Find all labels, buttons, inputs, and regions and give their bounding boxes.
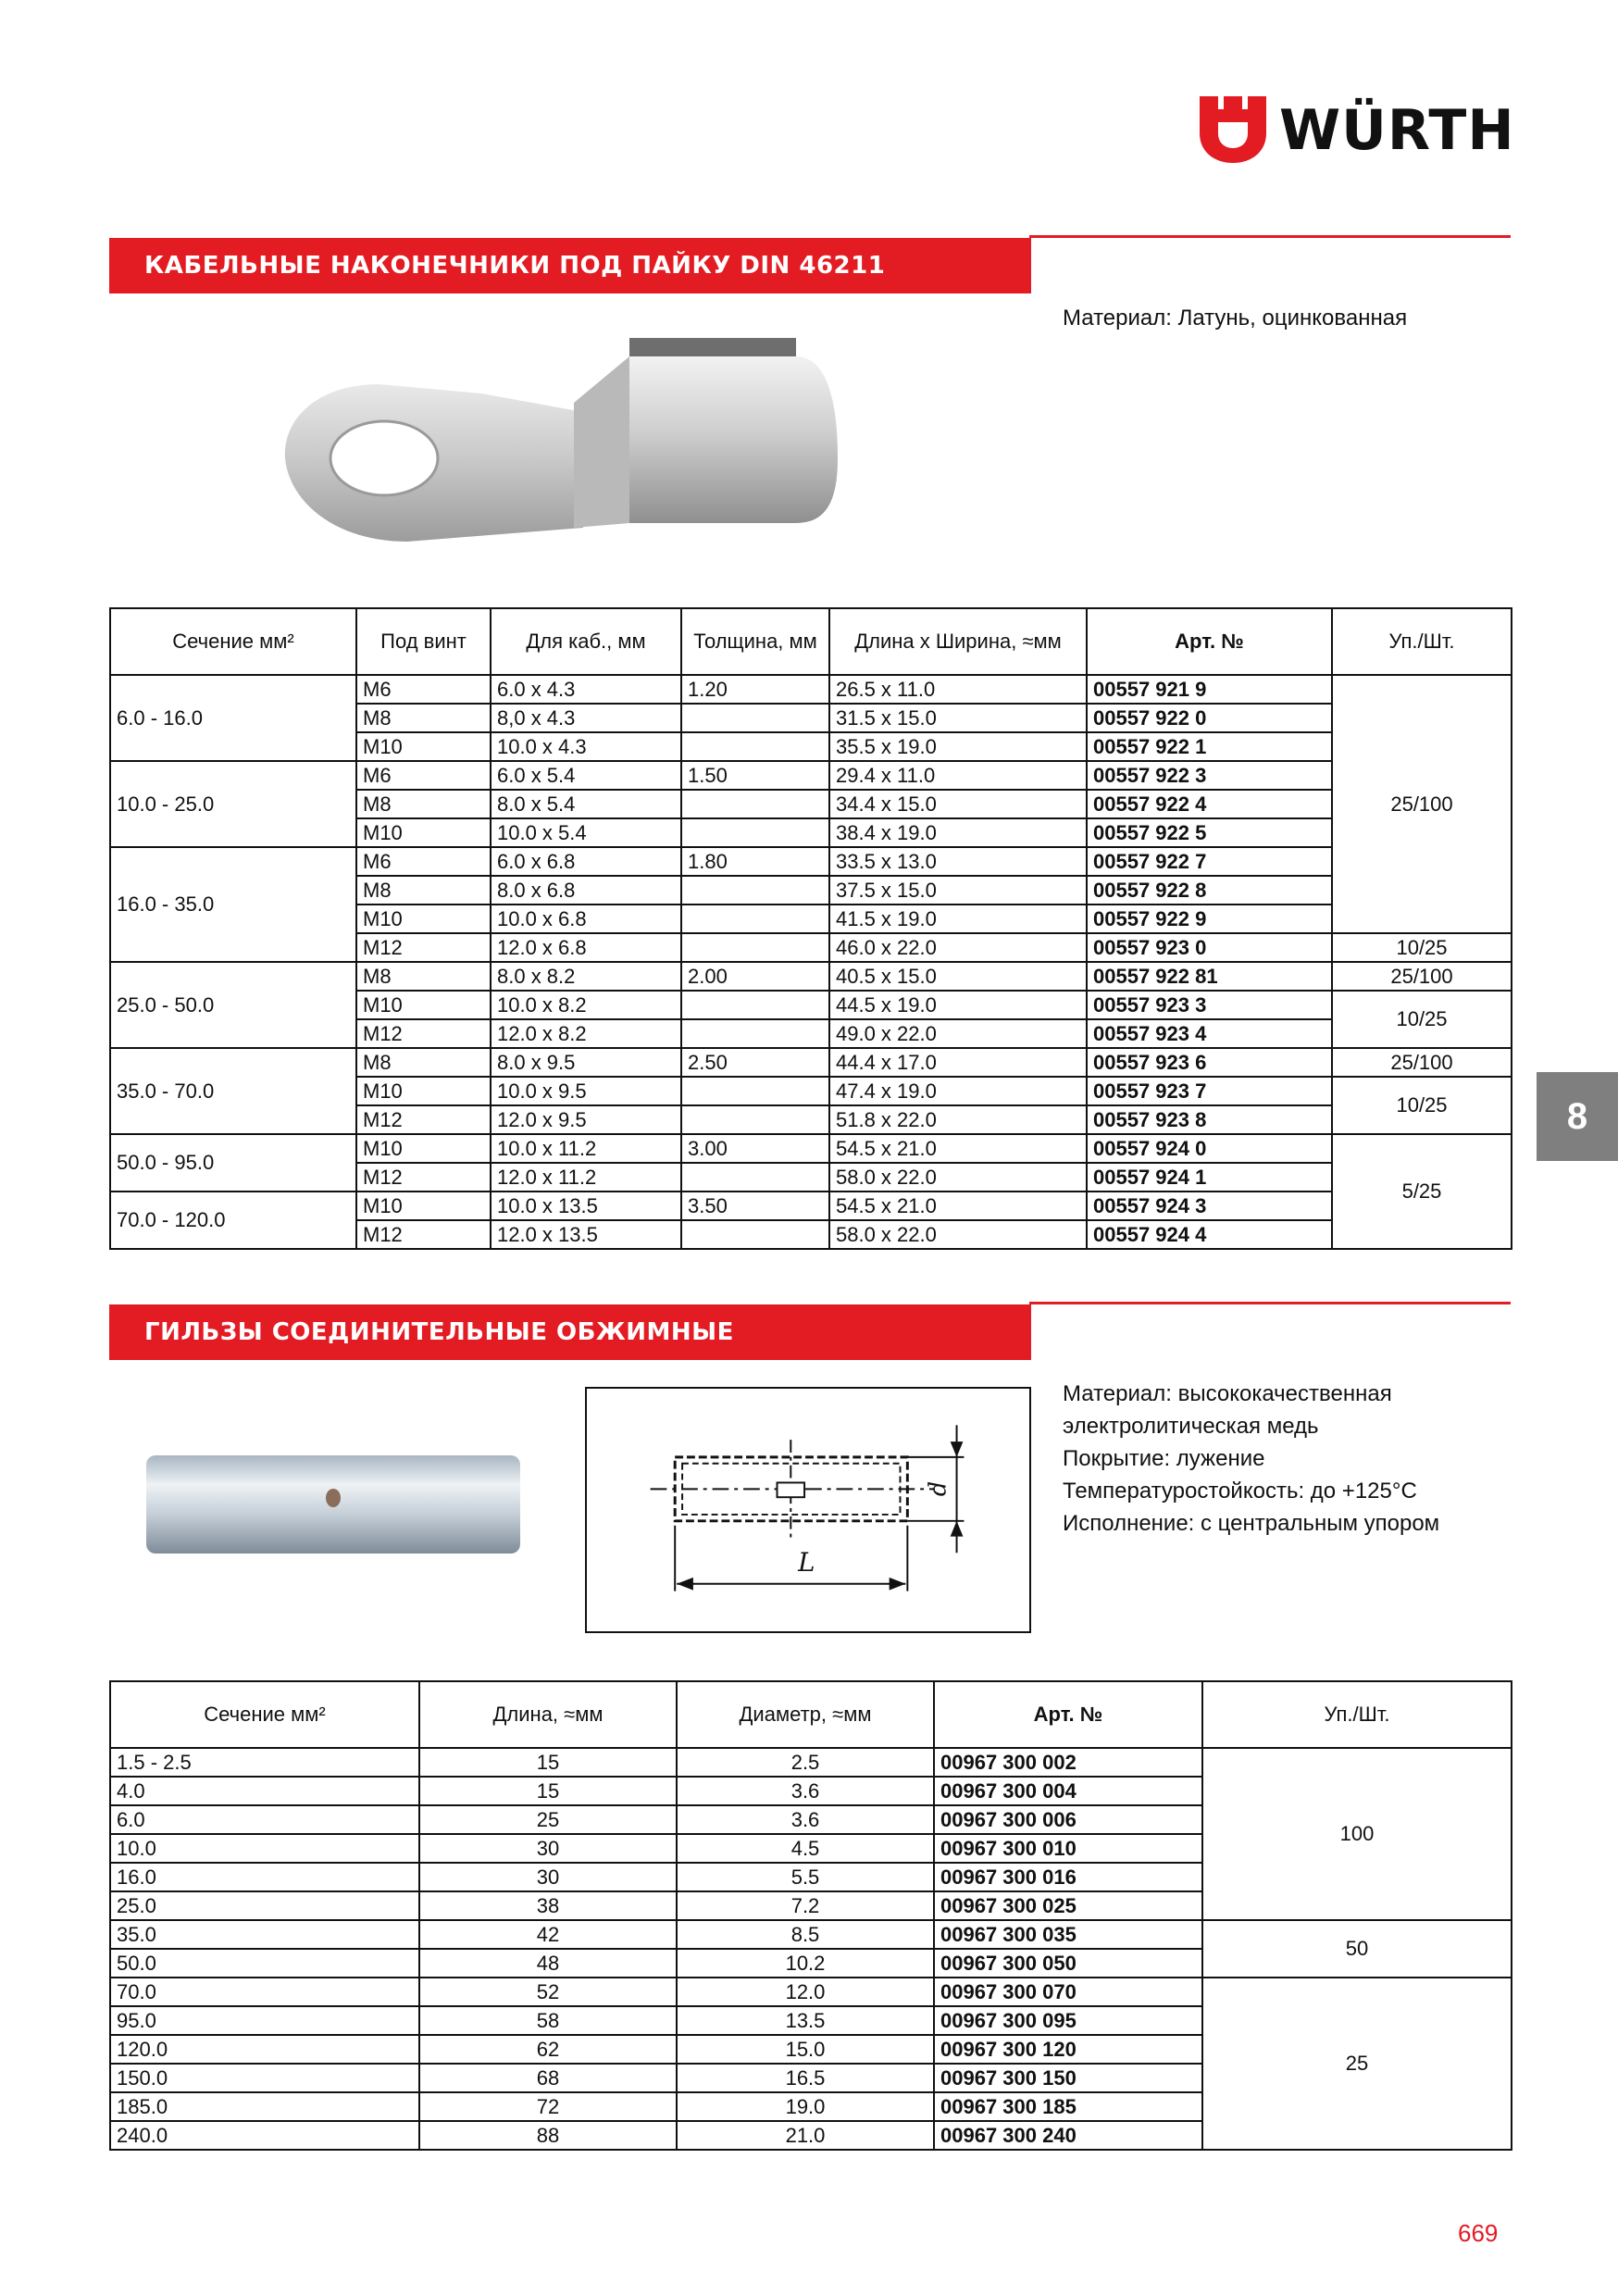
col-header-cable: Для каб., мм	[491, 608, 681, 675]
cable-cell: 12.0 x 8.2	[491, 1019, 681, 1048]
length-width-cell: 46.0 x 22.0	[829, 933, 1087, 962]
art-cell: 00967 300 240	[934, 2121, 1202, 2150]
screw-cell: M6	[356, 761, 491, 790]
art-cell: 00557 923 0	[1087, 933, 1332, 962]
screw-cell: M8	[356, 876, 491, 905]
thickness-cell: 3.50	[681, 1192, 829, 1220]
length-cell: 15	[419, 1748, 677, 1777]
thickness-cell	[681, 704, 829, 732]
screw-cell: M8	[356, 704, 491, 732]
diameter-cell: 12.0	[677, 1978, 934, 2006]
art-cell: 00967 300 010	[934, 1834, 1202, 1863]
section-cell: 1.5 - 2.5	[110, 1748, 419, 1777]
screw-cell: M10	[356, 818, 491, 847]
cable-cell: 8.0 x 5.4	[491, 790, 681, 818]
length-width-cell: 49.0 x 22.0	[829, 1019, 1087, 1048]
diameter-cell: 5.5	[677, 1863, 934, 1891]
section-cell: 150.0	[110, 2064, 419, 2092]
length-width-cell: 29.4 x 11.0	[829, 761, 1087, 790]
length-cell: 30	[419, 1834, 677, 1863]
col-header-length-width: Длина х Ширина, ≈мм	[829, 608, 1087, 675]
thickness-cell	[681, 1163, 829, 1192]
cable-cell: 12.0 x 11.2	[491, 1163, 681, 1192]
length-cell: 58	[419, 2006, 677, 2035]
section-cell: 6.0	[110, 1805, 419, 1834]
diameter-cell: 19.0	[677, 2092, 934, 2121]
cable-cell: 10.0 x 11.2	[491, 1134, 681, 1163]
art-cell: 00557 922 1	[1087, 732, 1332, 761]
wurth-logo	[1200, 96, 1515, 170]
cable-cell: 6.0 x 4.3	[491, 675, 681, 704]
pack-cell: 100	[1202, 1748, 1512, 1920]
diameter-cell: 15.0	[677, 2035, 934, 2064]
screw-cell: M10	[356, 1192, 491, 1220]
drawing-label-diameter: d	[924, 1480, 952, 1497]
cable-cell: 6.0 x 6.8	[491, 847, 681, 876]
material-line: Температуростойкость: до +125°C	[1063, 1479, 1417, 1504]
length-cell: 48	[419, 1949, 677, 1978]
diameter-cell: 13.5	[677, 2006, 934, 2035]
length-cell: 88	[419, 2121, 677, 2150]
length-width-cell: 51.8 x 22.0	[829, 1105, 1087, 1134]
material-line: Покрытие: лужение	[1063, 1446, 1265, 1471]
thickness-cell	[681, 1105, 829, 1134]
length-cell: 25	[419, 1805, 677, 1834]
thickness-cell	[681, 876, 829, 905]
art-cell: 00557 924 1	[1087, 1163, 1332, 1192]
screw-cell: M12	[356, 933, 491, 962]
screw-cell: M6	[356, 675, 491, 704]
screw-cell: M10	[356, 1077, 491, 1105]
cable-cell: 12.0 x 9.5	[491, 1105, 681, 1134]
screw-cell: M10	[356, 991, 491, 1019]
art-cell: 00557 923 7	[1087, 1077, 1332, 1105]
pack-cell: 25/100	[1332, 1048, 1512, 1077]
cable-cell: 10.0 x 9.5	[491, 1077, 681, 1105]
length-cell: 72	[419, 2092, 677, 2121]
screw-cell: M12	[356, 1220, 491, 1249]
col-header-screw: Под винт	[356, 608, 491, 675]
art-cell: 00557 923 3	[1087, 991, 1332, 1019]
diameter-cell: 4.5	[677, 1834, 934, 1863]
section-cell: 16.0	[110, 1863, 419, 1891]
section-cell: 95.0	[110, 2006, 419, 2035]
col-header-length: Длина, ≈мм	[419, 1681, 677, 1748]
section1-material: Материал: Латунь, оцинкованная	[1063, 306, 1408, 331]
art-cell: 00557 922 7	[1087, 847, 1332, 876]
table-row	[110, 1134, 1512, 1163]
diameter-cell: 10.2	[677, 1949, 934, 1978]
diameter-cell: 3.6	[677, 1805, 934, 1834]
art-cell: 00967 300 185	[934, 2092, 1202, 2121]
screw-cell: M12	[356, 1105, 491, 1134]
length-width-cell: 34.4 x 15.0	[829, 790, 1087, 818]
length-width-cell: 47.4 x 19.0	[829, 1077, 1087, 1105]
thickness-cell	[681, 991, 829, 1019]
col-header-diameter: Диаметр, ≈мм	[677, 1681, 934, 1748]
table-header-row	[110, 608, 1512, 675]
section2-title: ГИЛЬЗЫ СОЕДИНИТЕЛЬНЫЕ ОБЖИМНЫЕ	[109, 1304, 1031, 1360]
table-row	[110, 1920, 1512, 1949]
wurth-logo-mark-icon	[1200, 96, 1266, 163]
cable-cell: 8,0 x 4.3	[491, 704, 681, 732]
diameter-cell: 21.0	[677, 2121, 934, 2150]
diameter-cell: 8.5	[677, 1920, 934, 1949]
table-row	[110, 847, 1512, 876]
art-cell: 00967 300 035	[934, 1920, 1202, 1949]
cable-cell: 8.0 x 6.8	[491, 876, 681, 905]
length-width-cell: 37.5 x 15.0	[829, 876, 1087, 905]
cable-cell: 8.0 x 9.5	[491, 1048, 681, 1077]
col-header-section: Сечение мм²	[110, 1681, 419, 1748]
pack-cell: 50	[1202, 1920, 1512, 1978]
screw-cell: M12	[356, 1163, 491, 1192]
sleeve-table	[109, 1680, 1512, 2151]
art-cell: 00557 922 9	[1087, 905, 1332, 933]
cable-cell: 10.0 x 4.3	[491, 732, 681, 761]
screw-cell: M10	[356, 1134, 491, 1163]
screw-cell: M6	[356, 847, 491, 876]
thickness-cell: 1.20	[681, 675, 829, 704]
thickness-cell: 1.50	[681, 761, 829, 790]
section-cell: 25.0	[110, 1891, 419, 1920]
art-cell: 00557 922 4	[1087, 790, 1332, 818]
section-cell: 70.0	[110, 1978, 419, 2006]
cable-lug-image	[278, 329, 852, 551]
table-header-row	[110, 1681, 1512, 1748]
cable-cell: 10.0 x 6.8	[491, 905, 681, 933]
art-cell: 00557 921 9	[1087, 675, 1332, 704]
col-header-thickness: Толщина, мм	[681, 608, 829, 675]
section-cell: 185.0	[110, 2092, 419, 2121]
art-cell: 00557 922 8	[1087, 876, 1332, 905]
diameter-cell: 16.5	[677, 2064, 934, 2092]
col-header-art: Арт. №	[1087, 608, 1332, 675]
length-width-cell: 54.5 x 21.0	[829, 1134, 1087, 1163]
section-cell: 50.0 - 95.0	[110, 1134, 356, 1192]
art-cell: 00557 922 3	[1087, 761, 1332, 790]
thickness-cell	[681, 1220, 829, 1249]
art-cell: 00967 300 002	[934, 1748, 1202, 1777]
thickness-cell	[681, 1019, 829, 1048]
art-cell: 00557 924 4	[1087, 1220, 1332, 1249]
material-line: Материал: высококачественная	[1063, 1381, 1392, 1406]
section-cell: 35.0 - 70.0	[110, 1048, 356, 1134]
art-cell: 00967 300 050	[934, 1949, 1202, 1978]
diameter-cell: 3.6	[677, 1777, 934, 1805]
section-cell: 10.0 - 25.0	[110, 761, 356, 847]
section-cell: 10.0	[110, 1834, 419, 1863]
material-line: электролитическая медь	[1063, 1414, 1319, 1439]
length-cell: 42	[419, 1920, 677, 1949]
art-cell: 00557 922 81	[1087, 962, 1332, 991]
pack-cell: 5/25	[1332, 1134, 1512, 1249]
screw-cell: M12	[356, 1019, 491, 1048]
length-width-cell: 38.4 x 19.0	[829, 818, 1087, 847]
length-width-cell: 58.0 x 22.0	[829, 1163, 1087, 1192]
art-cell: 00557 924 3	[1087, 1192, 1332, 1220]
thickness-cell: 3.00	[681, 1134, 829, 1163]
screw-cell: M10	[356, 905, 491, 933]
length-cell: 68	[419, 2064, 677, 2092]
cable-cell: 10.0 x 13.5	[491, 1192, 681, 1220]
art-cell: 00967 300 095	[934, 2006, 1202, 2035]
page-number: 669	[1458, 2219, 1499, 2247]
length-cell: 62	[419, 2035, 677, 2064]
col-header-art: Арт. №	[934, 1681, 1202, 1748]
length-width-cell: 33.5 x 13.0	[829, 847, 1087, 876]
art-cell: 00967 300 120	[934, 2035, 1202, 2064]
length-width-cell: 41.5 x 19.0	[829, 905, 1087, 933]
col-header-pack: Уп./Шт.	[1332, 608, 1512, 675]
section-cell: 4.0	[110, 1777, 419, 1805]
section-cell: 240.0	[110, 2121, 419, 2150]
art-cell: 00557 923 8	[1087, 1105, 1332, 1134]
thickness-cell: 1.80	[681, 847, 829, 876]
length-cell: 52	[419, 1978, 677, 2006]
length-width-cell: 40.5 x 15.0	[829, 962, 1087, 991]
thickness-cell	[681, 790, 829, 818]
section-cell: 25.0 - 50.0	[110, 962, 356, 1048]
length-width-cell: 54.5 x 21.0	[829, 1192, 1087, 1220]
art-cell: 00557 924 0	[1087, 1134, 1332, 1163]
section-cell: 6.0 - 16.0	[110, 675, 356, 761]
screw-cell: M8	[356, 1048, 491, 1077]
sleeve-drawing	[585, 1387, 1031, 1633]
art-cell: 00967 300 150	[934, 2064, 1202, 2092]
section1-title: КАБЕЛЬНЫЕ НАКОНЕЧНИКИ ПОД ПАЙКУ DIN 46211	[109, 238, 1031, 293]
pack-cell: 10/25	[1332, 991, 1512, 1048]
length-width-cell: 44.5 x 19.0	[829, 991, 1087, 1019]
cable-cell: 12.0 x 6.8	[491, 933, 681, 962]
table-row	[110, 1978, 1512, 2006]
art-cell: 00967 300 004	[934, 1777, 1202, 1805]
table-row	[110, 1748, 1512, 1777]
thickness-cell	[681, 933, 829, 962]
drawing-label-length: L	[798, 1546, 815, 1578]
col-header-section: Сечение мм²	[110, 608, 356, 675]
section-cell: 120.0	[110, 2035, 419, 2064]
cable-cell: 12.0 x 13.5	[491, 1220, 681, 1249]
art-cell: 00557 922 0	[1087, 704, 1332, 732]
thickness-cell	[681, 818, 829, 847]
art-cell: 00557 923 6	[1087, 1048, 1332, 1077]
table-row	[110, 675, 1512, 704]
section2-material	[1063, 1378, 1439, 1540]
material-line: Исполнение: с центральным упором	[1063, 1511, 1440, 1536]
table-row	[110, 1048, 1512, 1077]
sleeve-image	[139, 1444, 528, 1565]
art-cell: 00557 923 4	[1087, 1019, 1332, 1048]
art-cell: 00967 300 025	[934, 1891, 1202, 1920]
thickness-cell	[681, 905, 829, 933]
cable-cell: 8.0 x 8.2	[491, 962, 681, 991]
length-width-cell: 26.5 x 11.0	[829, 675, 1087, 704]
length-width-cell: 44.4 x 17.0	[829, 1048, 1087, 1077]
chapter-tab: 8	[1537, 1072, 1618, 1161]
screw-cell: M8	[356, 962, 491, 991]
pack-cell: 10/25	[1332, 1077, 1512, 1134]
pack-cell: 10/25	[1332, 933, 1512, 962]
cable-cell: 6.0 x 5.4	[491, 761, 681, 790]
section2-header-line	[1029, 1302, 1511, 1304]
section1-header-line	[1029, 235, 1511, 238]
screw-cell: M10	[356, 732, 491, 761]
pack-cell: 25/100	[1332, 675, 1512, 933]
art-cell: 00557 922 5	[1087, 818, 1332, 847]
pack-cell: 25/100	[1332, 962, 1512, 991]
table-row	[110, 1192, 1512, 1220]
pack-cell: 25	[1202, 1978, 1512, 2150]
screw-cell: M8	[356, 790, 491, 818]
section-cell: 35.0	[110, 1920, 419, 1949]
art-cell: 00967 300 006	[934, 1805, 1202, 1834]
section-cell: 50.0	[110, 1949, 419, 1978]
length-width-cell: 31.5 x 15.0	[829, 704, 1087, 732]
length-cell: 15	[419, 1777, 677, 1805]
table-row	[110, 962, 1512, 991]
art-cell: 00967 300 070	[934, 1978, 1202, 2006]
length-cell: 38	[419, 1891, 677, 1920]
section-cell: 16.0 - 35.0	[110, 847, 356, 962]
thickness-cell: 2.00	[681, 962, 829, 991]
section-cell: 70.0 - 120.0	[110, 1192, 356, 1249]
thickness-cell: 2.50	[681, 1048, 829, 1077]
diameter-cell: 7.2	[677, 1891, 934, 1920]
diameter-cell: 2.5	[677, 1748, 934, 1777]
length-cell: 30	[419, 1863, 677, 1891]
col-header-pack: Уп./Шт.	[1202, 1681, 1512, 1748]
art-cell: 00967 300 016	[934, 1863, 1202, 1891]
length-width-cell: 35.5 x 19.0	[829, 732, 1087, 761]
length-width-cell: 58.0 x 22.0	[829, 1220, 1087, 1249]
cable-lug-table	[109, 607, 1512, 1250]
thickness-cell	[681, 1077, 829, 1105]
brand-name: WÜRTH	[1279, 98, 1515, 163]
cable-cell: 10.0 x 5.4	[491, 818, 681, 847]
cable-cell: 10.0 x 8.2	[491, 991, 681, 1019]
table-row	[110, 761, 1512, 790]
thickness-cell	[681, 732, 829, 761]
